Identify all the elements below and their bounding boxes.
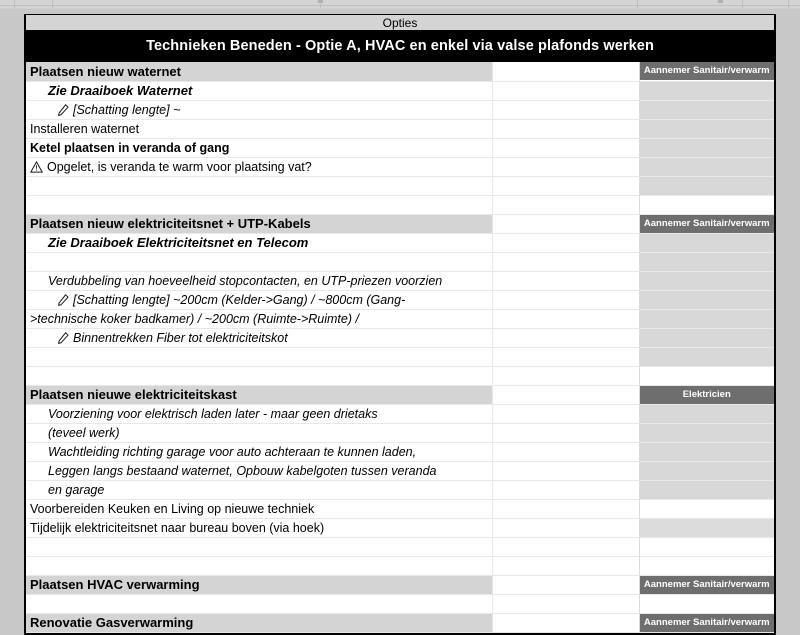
task-label[interactable] xyxy=(26,195,492,214)
contractor-cell[interactable] xyxy=(639,81,774,100)
task-label[interactable] xyxy=(26,556,492,575)
contractor-cell[interactable] xyxy=(639,176,774,195)
section-header-label[interactable] xyxy=(26,385,492,404)
section-header-row[interactable] xyxy=(26,214,774,233)
task-label[interactable] xyxy=(26,157,492,176)
contractor-cell[interactable] xyxy=(639,613,774,632)
cell-text: >technische koker badkamer) / ~200cm (Ruimte->Ruimte) / xyxy=(30,311,359,326)
contractor-badge: Elektricien xyxy=(640,386,775,404)
notes-cell[interactable] xyxy=(492,81,639,100)
section-header-label[interactable] xyxy=(26,613,492,632)
spreadsheet-top-strip xyxy=(0,0,800,9)
cell-text: Renovatie Gasverwarming xyxy=(30,615,194,630)
sheet-header-label: Opties xyxy=(26,15,774,30)
notes-cell[interactable] xyxy=(492,100,639,119)
contractor-cell[interactable] xyxy=(639,442,774,461)
contractor-cell[interactable] xyxy=(639,366,774,385)
contractor-cell[interactable] xyxy=(639,518,774,537)
table-row[interactable] xyxy=(26,347,774,366)
pen-icon xyxy=(58,294,69,306)
cell-text: Wachtleiding richting garage voor auto achteraan te kunnen laden, xyxy=(48,444,417,459)
cell-text: Voorziening voor elektrisch laden later - maar geen drietaks xyxy=(48,406,378,421)
section-header-row[interactable] xyxy=(26,62,774,81)
cell-text: Tijdelijk elektriciteitsnet naar bureau boven (via hoek) xyxy=(30,520,325,535)
contractor-cell[interactable] xyxy=(639,404,774,423)
table-row[interactable] xyxy=(26,480,774,499)
cell-text: Installeren waternet xyxy=(30,121,140,136)
task-label[interactable] xyxy=(26,138,492,157)
task-label[interactable] xyxy=(26,119,492,138)
cell-text: Ketel plaatsen in veranda of gang xyxy=(30,140,230,155)
contractor-cell[interactable] xyxy=(639,347,774,366)
top-strip-gridline xyxy=(0,5,800,6)
table-row[interactable] xyxy=(26,100,774,119)
task-label[interactable] xyxy=(26,442,492,461)
contractor-badge: Aannemer Sanitair/verwarm xyxy=(640,215,775,233)
contractor-cell[interactable] xyxy=(639,575,774,594)
contractor-cell[interactable] xyxy=(639,309,774,328)
contractor-cell[interactable] xyxy=(639,385,774,404)
table-row[interactable] xyxy=(26,328,774,347)
contractor-cell[interactable] xyxy=(639,480,774,499)
table-row[interactable] xyxy=(26,404,774,423)
table-row[interactable] xyxy=(26,176,774,195)
notes-cell[interactable] xyxy=(492,252,639,271)
top-strip-marker xyxy=(318,0,323,3)
notes-cell[interactable] xyxy=(492,233,639,252)
table-row[interactable] xyxy=(26,119,774,138)
contractor-badge: Aannemer Sanitair/verwarm xyxy=(640,576,775,594)
task-label[interactable] xyxy=(26,81,492,100)
notes-cell[interactable] xyxy=(492,195,639,214)
task-label[interactable] xyxy=(26,290,492,309)
notes-cell[interactable] xyxy=(492,328,639,347)
table-row[interactable] xyxy=(26,195,774,214)
contractor-cell[interactable] xyxy=(639,499,774,518)
notes-cell[interactable] xyxy=(492,613,639,632)
notes-cell[interactable] xyxy=(492,499,639,518)
notes-cell[interactable] xyxy=(492,385,639,404)
contractor-cell[interactable] xyxy=(639,328,774,347)
contractor-cell[interactable] xyxy=(639,195,774,214)
task-label[interactable] xyxy=(26,423,492,442)
contractor-cell[interactable] xyxy=(639,252,774,271)
contractor-cell[interactable] xyxy=(639,556,774,575)
table-row[interactable] xyxy=(26,290,774,309)
notes-cell[interactable] xyxy=(492,518,639,537)
notes-cell[interactable] xyxy=(492,271,639,290)
task-label[interactable] xyxy=(26,480,492,499)
notes-cell[interactable] xyxy=(492,594,639,613)
cell-text: Voorbereiden Keuken en Living op nieuwe techniek xyxy=(30,501,315,516)
cell-text: Plaatsen HVAC verwarming xyxy=(30,577,200,592)
task-label[interactable] xyxy=(26,309,492,328)
sheet-header-row xyxy=(26,15,774,30)
notes-cell[interactable] xyxy=(492,176,639,195)
cell-text: [Schatting lengte] ~200cm (Kelder->Gang) / ~800cm (Gang- xyxy=(73,292,406,307)
task-label[interactable] xyxy=(26,176,492,195)
task-label[interactable] xyxy=(26,404,492,423)
table-row[interactable] xyxy=(26,556,774,575)
contractor-cell[interactable] xyxy=(639,290,774,309)
task-label[interactable] xyxy=(26,537,492,556)
cell-text: Zie Draaiboek Waternet xyxy=(48,83,193,98)
contractor-cell[interactable] xyxy=(639,271,774,290)
section-header-row[interactable] xyxy=(26,613,774,632)
top-strip-column-divider xyxy=(788,0,789,8)
notes-cell[interactable] xyxy=(492,138,639,157)
contractor-cell[interactable] xyxy=(639,537,774,556)
pen-icon xyxy=(58,104,69,116)
cell-text: [Schatting lengte] ~ xyxy=(73,102,181,117)
task-label[interactable] xyxy=(26,366,492,385)
contractor-cell[interactable] xyxy=(639,423,774,442)
task-label[interactable] xyxy=(26,594,492,613)
table-row[interactable] xyxy=(26,442,774,461)
notes-cell[interactable] xyxy=(492,309,639,328)
contractor-cell[interactable] xyxy=(639,214,774,233)
contractor-cell[interactable] xyxy=(639,138,774,157)
table-row[interactable] xyxy=(26,518,774,537)
top-strip-column-divider xyxy=(637,0,638,8)
task-label[interactable] xyxy=(26,233,492,252)
cell-text: (teveel werk) xyxy=(48,425,120,440)
table-row[interactable] xyxy=(26,252,774,271)
pen-icon xyxy=(58,332,69,344)
notes-cell[interactable] xyxy=(492,62,639,81)
notes-cell[interactable] xyxy=(492,290,639,309)
cell-text: en garage xyxy=(48,482,105,497)
cell-text: Binnentrekken Fiber tot elektriciteitskot xyxy=(73,330,288,345)
table-row[interactable] xyxy=(26,138,774,157)
section-header-label[interactable] xyxy=(26,62,492,81)
task-label[interactable] xyxy=(26,252,492,271)
contractor-cell[interactable] xyxy=(639,157,774,176)
cell-text: Plaatsen nieuw waternet xyxy=(30,63,181,79)
notes-cell[interactable] xyxy=(492,157,639,176)
section-header-row[interactable] xyxy=(26,575,774,594)
table-row[interactable] xyxy=(26,233,774,252)
cell-text: Verdubbeling van hoeveelheid stopcontacten, en UTP-priezen voorzien xyxy=(48,273,443,288)
table-row[interactable] xyxy=(26,537,774,556)
notes-cell[interactable] xyxy=(492,404,639,423)
notes-cell[interactable] xyxy=(492,575,639,594)
banner-title: Technieken Beneden - Optie A, HVAC en enkel via valse plafonds werken xyxy=(26,30,774,62)
notes-cell[interactable] xyxy=(492,442,639,461)
notes-cell[interactable] xyxy=(492,461,639,480)
task-label[interactable] xyxy=(26,100,492,119)
options-sheet xyxy=(24,14,776,635)
options-table xyxy=(26,15,774,633)
contractor-cell[interactable] xyxy=(639,100,774,119)
task-label[interactable] xyxy=(26,328,492,347)
notes-cell[interactable] xyxy=(492,556,639,575)
notes-cell[interactable] xyxy=(492,214,639,233)
task-label[interactable] xyxy=(26,271,492,290)
top-strip-marker xyxy=(718,0,723,3)
table-row[interactable] xyxy=(26,594,774,613)
cell-text: Zie Draaiboek Elektriciteitsnet en Telecom xyxy=(48,235,309,250)
section-header-label[interactable] xyxy=(26,214,492,233)
table-row[interactable] xyxy=(26,309,774,328)
contractor-badge: Aannemer Sanitair/verwarm xyxy=(640,62,775,80)
task-label[interactable] xyxy=(26,347,492,366)
table-row[interactable] xyxy=(26,366,774,385)
contractor-cell[interactable] xyxy=(639,119,774,138)
cell-text: Opgelet, is veranda te warm voor plaatsing vat? xyxy=(47,159,312,174)
table-row[interactable] xyxy=(26,81,774,100)
table-row[interactable] xyxy=(26,271,774,290)
options-table-body xyxy=(26,15,774,632)
warning-icon xyxy=(30,161,43,173)
top-strip-column-divider xyxy=(52,0,53,8)
top-strip-column-divider xyxy=(14,0,15,8)
table-row[interactable] xyxy=(26,499,774,518)
section-header-label[interactable] xyxy=(26,575,492,594)
table-row[interactable] xyxy=(26,423,774,442)
contractor-cell[interactable] xyxy=(639,233,774,252)
cell-text: Leggen langs bestaand waternet, Opbouw kabelgoten tussen veranda xyxy=(48,463,437,478)
contractor-cell[interactable] xyxy=(639,461,774,480)
cell-text: Plaatsen nieuw elektriciteitsnet + UTP-Kabels xyxy=(30,216,311,231)
task-label[interactable] xyxy=(26,518,492,537)
notes-cell[interactable] xyxy=(492,366,639,385)
contractor-badge: Aannemer Sanitair/verwarm xyxy=(640,614,775,632)
contractor-cell[interactable] xyxy=(639,594,774,613)
table-row[interactable] xyxy=(26,461,774,480)
section-header-row[interactable] xyxy=(26,385,774,404)
table-row[interactable] xyxy=(26,157,774,176)
notes-cell[interactable] xyxy=(492,347,639,366)
top-strip-column-divider xyxy=(742,0,743,8)
contractor-cell[interactable] xyxy=(639,62,774,81)
notes-cell[interactable] xyxy=(492,423,639,442)
banner-row xyxy=(26,30,774,62)
task-label[interactable] xyxy=(26,461,492,480)
cell-text: Plaatsen nieuwe elektriciteitskast xyxy=(30,387,237,402)
notes-cell[interactable] xyxy=(492,480,639,499)
notes-cell[interactable] xyxy=(492,537,639,556)
task-label[interactable] xyxy=(26,499,492,518)
notes-cell[interactable] xyxy=(492,119,639,138)
